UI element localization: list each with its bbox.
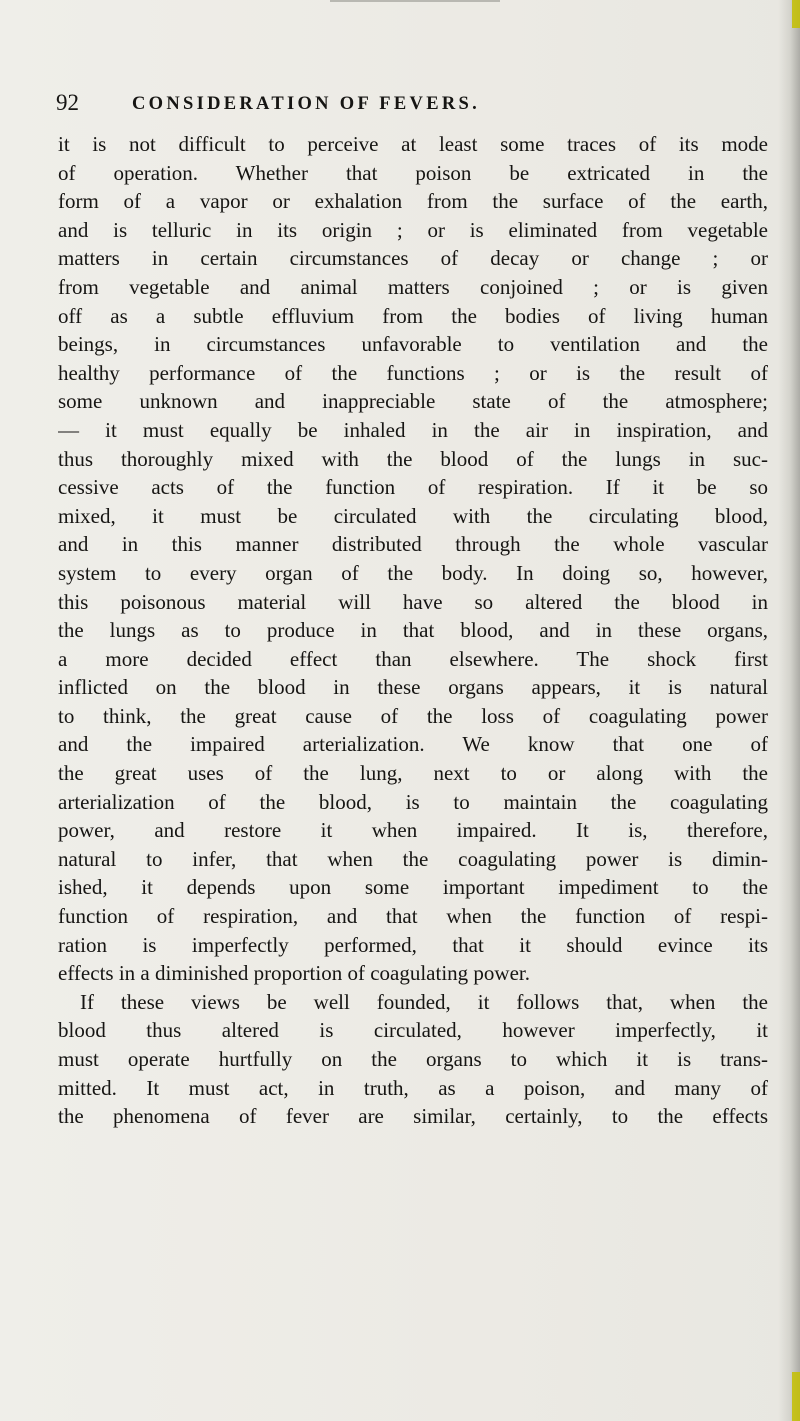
text-line: of operation. Whether that poison be extricated in the (58, 160, 768, 185)
running-head: CONSIDERATION OF FEVERS. (132, 94, 481, 114)
text-line: some unknown and inappreciable state of the atmosphere; (58, 389, 768, 414)
text-line: it is not difficult to perceive at least some traces of its mode (58, 132, 768, 156)
text-line: cessive acts of the function of respiration. If it be so (58, 475, 768, 500)
text-line: from vegetable and animal matters conjoined ; or is given (58, 274, 768, 299)
text-line-paragraph-end: effects in a diminished proportion of coagulating power. (58, 961, 530, 986)
text-line: blood thus altered is circulated, however imperfectly, it (58, 1018, 768, 1043)
text-line: beings, in circumstances unfavorable to ventilation and the (58, 332, 768, 357)
page-number: 92 (56, 90, 79, 115)
text-line: function of respiration, and that when the function of respi- (58, 904, 768, 929)
text-line: off as a subtle effluvium from the bodies of living human (58, 303, 768, 328)
text-line: the great uses of the lung, next to or along with the (58, 761, 768, 786)
text-line: form of a vapor or exhalation from the surface of the earth, (58, 189, 768, 214)
text-line: this poisonous material will have so altered the blood in (58, 589, 768, 614)
text-line-paragraph-start: If these views be well founded, it follows that, when the (80, 989, 768, 1014)
text-line: power, and restore it when impaired. It is, therefore, (58, 818, 768, 843)
text-line: to think, the great cause of the loss of coagulating power (58, 703, 768, 728)
text-line: mixed, it must be circulated with the circulating blood, (58, 503, 768, 528)
body-text (58, 130, 768, 1131)
text-line: ished, it depends upon some important impediment to the (58, 875, 768, 900)
text-line: must operate hurtfully on the organs to which it is trans- (58, 1047, 768, 1071)
text-line: and is telluric in its origin ; or is eliminated from vegetable (58, 217, 768, 242)
text-line: matters in certain circumstances of decay or change ; or (58, 246, 768, 271)
text-line: ration is imperfectly performed, that it should evince its (58, 932, 768, 957)
text-line: healthy performance of the functions ; or is the result of (58, 360, 768, 385)
text-line: natural to infer, that when the coagulating power is dimin- (58, 846, 768, 871)
text-line: — it must equally be inhaled in the air in inspiration, and (58, 417, 768, 442)
page-edge-shadow (778, 0, 800, 1421)
top-edge-rule (330, 0, 500, 2)
text-line: arterialization of the blood, is to maintain the coagulating (58, 789, 768, 814)
text-line: inflicted on the blood in these organs appears, it is natural (58, 675, 768, 700)
text-line: and the impaired arterialization. We know that one of (58, 732, 768, 757)
text-line: the phenomena of fever are similar, certainly, to the effects (58, 1104, 768, 1129)
text-line: thus thoroughly mixed with the blood of the lungs in suc- (58, 446, 768, 471)
text-line: and in this manner distributed through the whole vascular (58, 532, 768, 557)
text-line: mitted. It must act, in truth, as a poison, and many of (58, 1075, 768, 1100)
page-header (56, 88, 756, 118)
text-line: system to every organ of the body. In doing so, however, (58, 560, 768, 585)
page-edge-tab-top (792, 0, 800, 28)
page-edge-tab-bottom (792, 1372, 800, 1421)
text-line: a more decided effect than elsewhere. The shock first (58, 646, 768, 671)
text-line: the lungs as to produce in that blood, and in these organs, (58, 618, 768, 643)
